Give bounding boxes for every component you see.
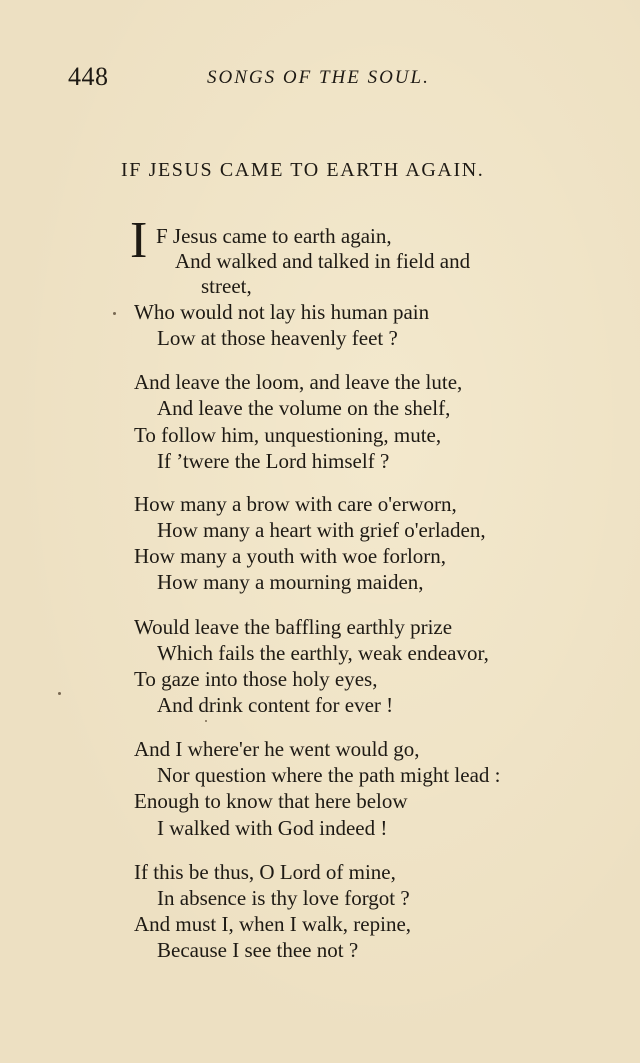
poem-line: Who would not lay his human pain (134, 300, 430, 324)
poem-line: And must I, when I walk, repine, (134, 912, 412, 936)
poem-line: How many a youth with woe forlorn, (134, 544, 447, 568)
poem-line: street, (201, 274, 252, 298)
page-number: 448 (68, 62, 109, 91)
poem-line: F Jesus came to earth again, (156, 224, 392, 248)
poem-title: IF JESUS CAME TO EARTH AGAIN. (121, 159, 485, 181)
poem-line: And leave the volume on the shelf, (157, 396, 451, 420)
paper-speck (205, 720, 207, 722)
poem-line: How many a heart with grief o'erladen, (157, 518, 486, 542)
poem-line: And drink content for ever ! (157, 693, 394, 717)
poem-line: And walked and talked in field and (175, 249, 471, 273)
poem-line: Low at those heavenly feet ? (157, 326, 398, 350)
poem-line: Enough to know that here below (134, 789, 408, 813)
poem-line: And leave the loom, and leave the lute, (134, 370, 463, 394)
paper-speck (113, 312, 116, 315)
poem-line: If this be thus, O Lord of mine, (134, 860, 396, 884)
running-title: SONGS OF THE SOUL. (207, 67, 430, 88)
poem-line: And I where'er he went would go, (134, 737, 420, 761)
poem-line: I walked with God indeed ! (157, 816, 388, 840)
paper-speck (58, 692, 61, 695)
poem-line: To gaze into those holy eyes, (134, 667, 378, 691)
drop-cap: I (130, 212, 148, 269)
poem-line: Because I see thee not ? (157, 938, 359, 962)
poem-line: How many a brow with care o'erworn, (134, 492, 457, 516)
poem-line: Which fails the earthly, weak endeavor, (157, 641, 489, 665)
poem-line: If ’twere the Lord himself ? (157, 449, 390, 473)
poem-line: How many a mourning maiden, (157, 570, 424, 594)
poem-line: To follow him, unquestioning, mute, (134, 423, 442, 447)
poem-line: In absence is thy love forgot ? (157, 886, 410, 910)
poem-line: Would leave the baffling earthly prize (134, 615, 453, 639)
poem-line: Nor question where the path might lead : (157, 763, 501, 787)
